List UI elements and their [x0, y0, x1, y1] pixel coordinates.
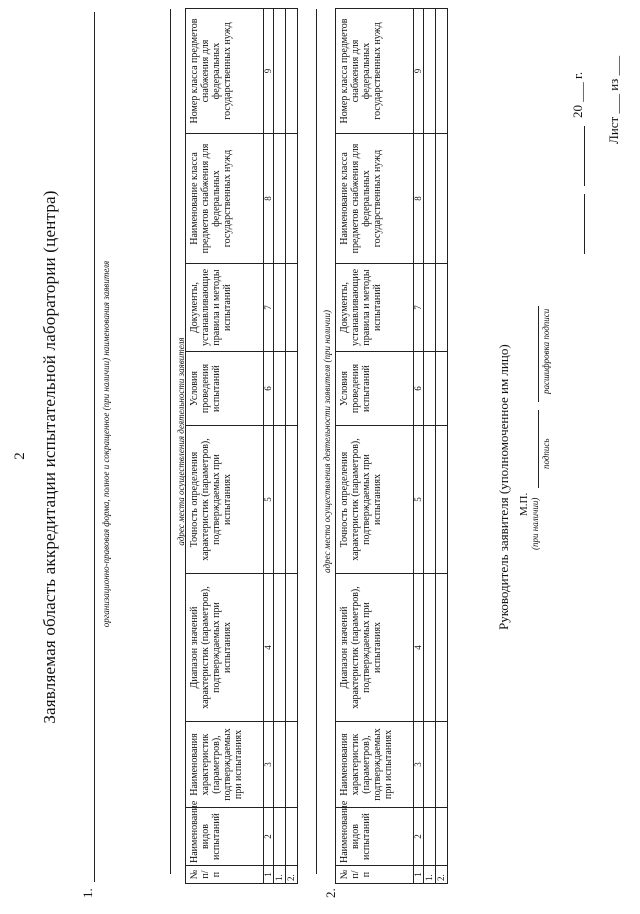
table-cell — [436, 134, 448, 264]
column-number: 5 — [414, 426, 424, 574]
column-number-row — [264, 9, 274, 884]
column-number: 8 — [264, 134, 274, 264]
table-cell — [424, 574, 436, 722]
column-header: Наименование видов испытаний — [336, 808, 414, 866]
row-number: 2. — [436, 866, 448, 884]
table-cell — [274, 352, 286, 426]
mp-label: М.П. — [518, 492, 530, 516]
table-row — [274, 9, 286, 884]
table-cell — [436, 264, 448, 352]
row-number: 1. — [424, 866, 436, 884]
head-label: Руководитель заявителя (уполномоченное им лицо) — [496, 344, 511, 630]
column-number: 3 — [414, 722, 424, 808]
table-cell — [436, 808, 448, 866]
address-caption-1: адрес места осуществления деятельности заявителя — [176, 337, 186, 546]
table-cell — [424, 264, 436, 352]
table-header-row — [186, 9, 264, 884]
column-number: 2 — [414, 808, 424, 866]
address-line-2 — [316, 9, 317, 874]
sheet-label: Лист ___ из ___ — [606, 55, 621, 144]
table-row — [424, 9, 436, 884]
column-number: 3 — [264, 722, 274, 808]
column-number: 6 — [414, 352, 424, 426]
year-suffix: 20 ___ г. — [570, 71, 585, 118]
column-number: 4 — [414, 574, 424, 722]
block-number-1: 1. — [80, 888, 95, 898]
column-header: Диапазон значений характеристик (параметров), подтверждаемых при испытаниях — [336, 574, 414, 722]
address-line-1 — [170, 9, 171, 874]
table-row — [286, 9, 298, 884]
column-header: Документы, устанавливающие правила и методы испытаний — [186, 264, 264, 352]
table-cell — [424, 352, 436, 426]
table-cell — [286, 352, 298, 426]
column-header: № п/п — [186, 866, 264, 884]
column-header: Точность определения характеристик (параметров), подтверждаемых при испытаниях — [186, 426, 264, 574]
table-header-row — [336, 9, 414, 884]
column-header: Наименования характеристик (параметров), подтверждаемых при испытаниях — [186, 722, 264, 808]
column-number: 4 — [264, 574, 274, 722]
column-number: 5 — [264, 426, 274, 574]
table-cell — [274, 722, 286, 808]
address-caption-2: адрес места осуществления деятельности заявителя (при наличии) — [322, 310, 332, 573]
column-header: Точность определения характеристик (параметров), подтверждаемых при испытаниях — [336, 426, 414, 574]
decode-line — [538, 306, 539, 402]
column-header: Условия проведения испытаний — [336, 352, 414, 426]
column-number: 1 — [414, 866, 424, 884]
column-number-row — [414, 9, 424, 884]
table-cell — [436, 352, 448, 426]
table-cell — [424, 9, 436, 134]
row-number: 1. — [274, 866, 286, 884]
column-number: 9 — [264, 9, 274, 134]
table-cell — [286, 574, 298, 722]
mp-note: (при наличии) — [530, 497, 540, 550]
row-number: 2. — [286, 866, 298, 884]
decode-caption: расшифровка подписи — [541, 308, 551, 394]
table-cell — [274, 574, 286, 722]
column-number: 8 — [414, 134, 424, 264]
month-line — [584, 126, 585, 186]
table-cell — [286, 264, 298, 352]
table-cell — [274, 264, 286, 352]
signature-line — [538, 410, 539, 488]
column-header: Номер класса предметов снабжения для федеральных государственных нужд — [186, 9, 264, 134]
table-cell — [286, 134, 298, 264]
org-caption: организационно-правовая форма, полное и сокращенное (при наличии) наименования заявителя — [101, 260, 111, 628]
table-cell — [286, 722, 298, 808]
table-cell — [286, 426, 298, 574]
table-cell — [436, 426, 448, 574]
table-cell — [286, 9, 298, 134]
column-number: 1 — [264, 866, 274, 884]
block-number-2: 2. — [323, 888, 338, 898]
column-header: № п/п — [336, 866, 414, 884]
column-header: Наименование класса предметов снабжения для федеральных государственных нужд — [336, 134, 414, 264]
accreditation-table-1 — [185, 8, 298, 884]
table-cell — [424, 134, 436, 264]
column-header: Наименования характеристик (параметров), подтверждаемых при испытаниях — [336, 722, 414, 808]
column-header: Номер класса предметов снабжения для федеральных государственных нужд — [336, 9, 414, 134]
table-row — [436, 9, 448, 884]
column-number: 2 — [264, 808, 274, 866]
table-cell — [274, 426, 286, 574]
page-number: 2 — [12, 452, 28, 460]
table-cell — [424, 722, 436, 808]
column-header: Диапазон значений характеристик (параметров), подтверждаемых при испытаниях — [186, 574, 264, 722]
table-cell — [436, 574, 448, 722]
table-cell — [436, 722, 448, 808]
org-name-line — [94, 12, 95, 882]
table-cell — [424, 426, 436, 574]
column-number: 7 — [414, 264, 424, 352]
column-header: Условия проведения испытаний — [186, 352, 264, 426]
column-header: Наименование класса предметов снабжения для федеральных государственных нужд — [186, 134, 264, 264]
date-line — [584, 194, 585, 254]
sign-caption: подпись — [541, 438, 551, 469]
column-number: 6 — [264, 352, 274, 426]
table-cell — [286, 808, 298, 866]
table-cell — [274, 808, 286, 866]
column-header: Наименование видов испытаний — [186, 808, 264, 866]
page-title: Заявляемая область аккредитации испытательной лаборатории (центра) — [40, 190, 59, 724]
table-cell — [274, 134, 286, 264]
column-header: Документы, устанавливающие правила и методы испытаний — [336, 264, 414, 352]
column-number: 7 — [264, 264, 274, 352]
accreditation-table-2 — [335, 8, 448, 884]
column-number: 9 — [414, 9, 424, 134]
table-cell — [274, 9, 286, 134]
table-cell — [436, 9, 448, 134]
table-cell — [424, 808, 436, 866]
